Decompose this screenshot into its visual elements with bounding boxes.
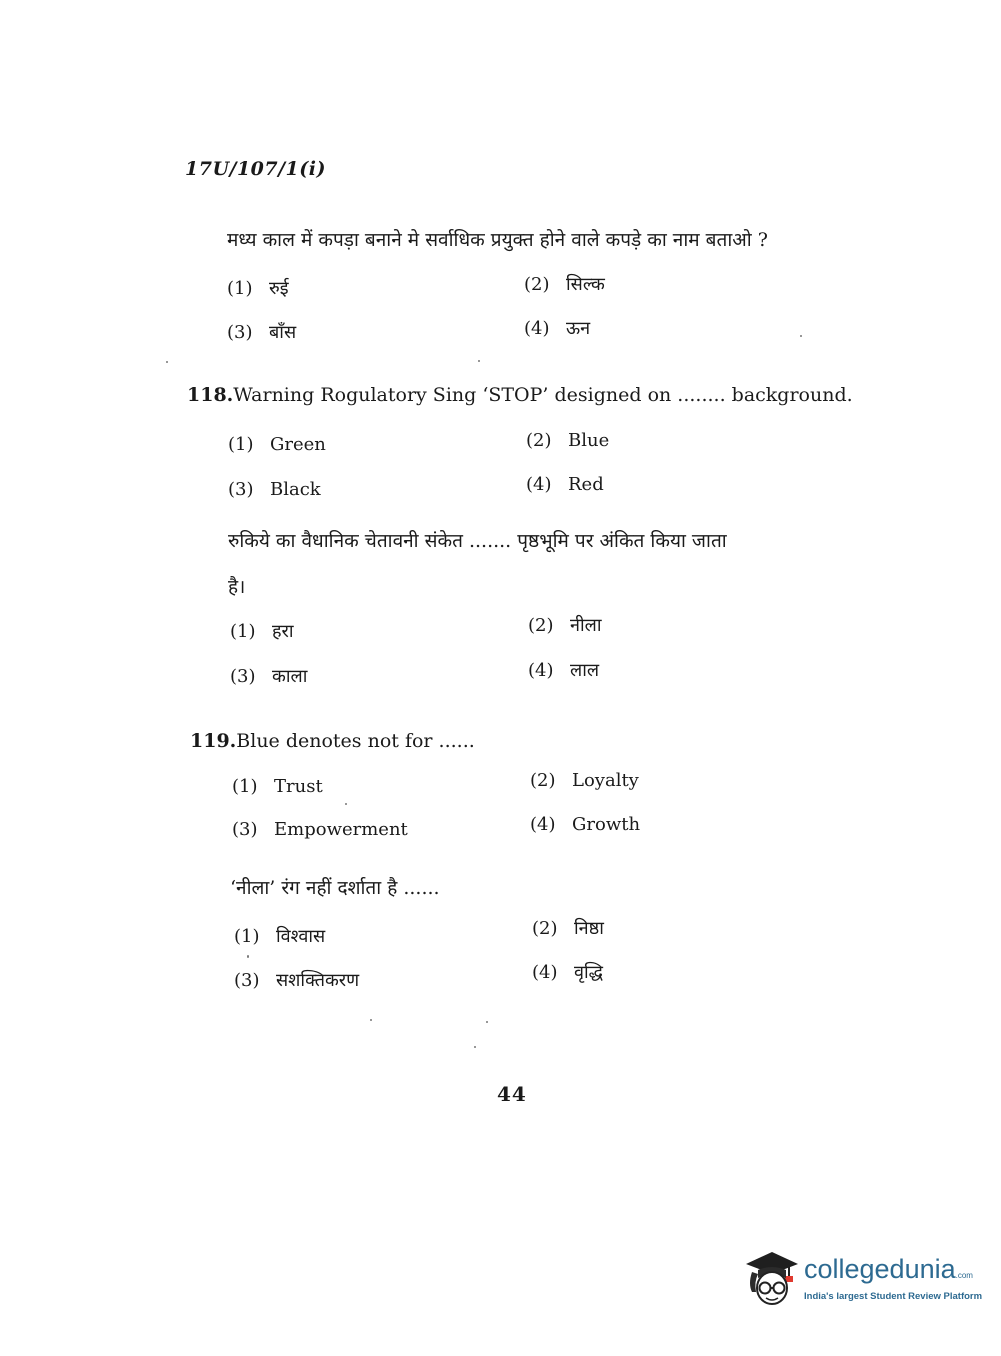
logo-wordmark: collegedunia.com	[804, 1254, 973, 1284]
scan-speck	[247, 955, 249, 958]
q118-hindi-option-2: (2) नीला	[528, 615, 602, 636]
q119-question: 119.Blue denotes not for ......	[190, 730, 475, 752]
q118-hindi-text-line1: रुकिये का वैधानिक चेतावनी संकेत ....... पृष्ठभूमि पर अंकित किया जाता	[228, 530, 727, 552]
q118-option-3: (3) Black	[228, 479, 321, 500]
q118-hindi-option-1: (1) हरा	[230, 621, 294, 642]
q119-option-4: (4) Growth	[530, 814, 641, 835]
q117-option-1: (1) रुई	[227, 278, 289, 299]
q118-option-4: (4) Red	[526, 474, 604, 495]
q119-hindi-option-3: (3) सशक्तिकरण	[234, 970, 360, 991]
q119-hindi-text: ‘नीला’ रंग नहीं दर्शाता है ......	[230, 877, 440, 899]
q119-hindi-option-4: (4) वृद्धि	[532, 962, 604, 983]
scan-speck	[370, 1019, 372, 1021]
q118-hindi-option-3: (3) काला	[230, 666, 308, 687]
q119-option-3: (3) Empowerment	[232, 819, 408, 840]
scan-speck	[478, 360, 480, 362]
logo-tagline: India's largest Student Review Platform	[804, 1291, 983, 1302]
paper-code: 17U/107/1(i)	[185, 158, 326, 180]
q117-option-4: (4) ऊन	[524, 318, 591, 339]
q119-hindi-option-1: (1) विश्वास	[234, 926, 326, 947]
q118-hindi-option-4: (4) लाल	[528, 660, 600, 681]
q119-option-1: (1) Trust	[232, 776, 323, 797]
q118-option-2: (2) Blue	[526, 430, 610, 451]
collegedunia-watermark	[742, 1248, 983, 1320]
scan-speck	[800, 335, 802, 337]
scan-speck	[474, 1046, 476, 1048]
q118-hindi-text-line2: है।	[228, 576, 246, 598]
q117-hindi-text: मध्य काल में कपड़ा बनाने मे सर्वाधिक प्रयुक्त होने वाले कपड़े का नाम बताओ ?	[227, 229, 768, 251]
q118-option-1: (1) Green	[228, 434, 326, 455]
q117-option-2: (2) सिल्क	[524, 274, 605, 295]
page-number: 44	[497, 1082, 527, 1106]
scan-speck	[345, 803, 347, 805]
scan-speck	[486, 1021, 488, 1023]
q118-question: 118.Warning Rogulatory Sing ‘STOP’ designed on ........ background.	[187, 384, 853, 406]
q117-option-3: (3) बाँस	[227, 322, 297, 343]
q119-option-2: (2) Loyalty	[530, 770, 639, 791]
scan-speck	[166, 361, 168, 363]
mascot-icon	[742, 1248, 802, 1318]
q119-hindi-option-2: (2) निष्ठा	[532, 918, 604, 939]
